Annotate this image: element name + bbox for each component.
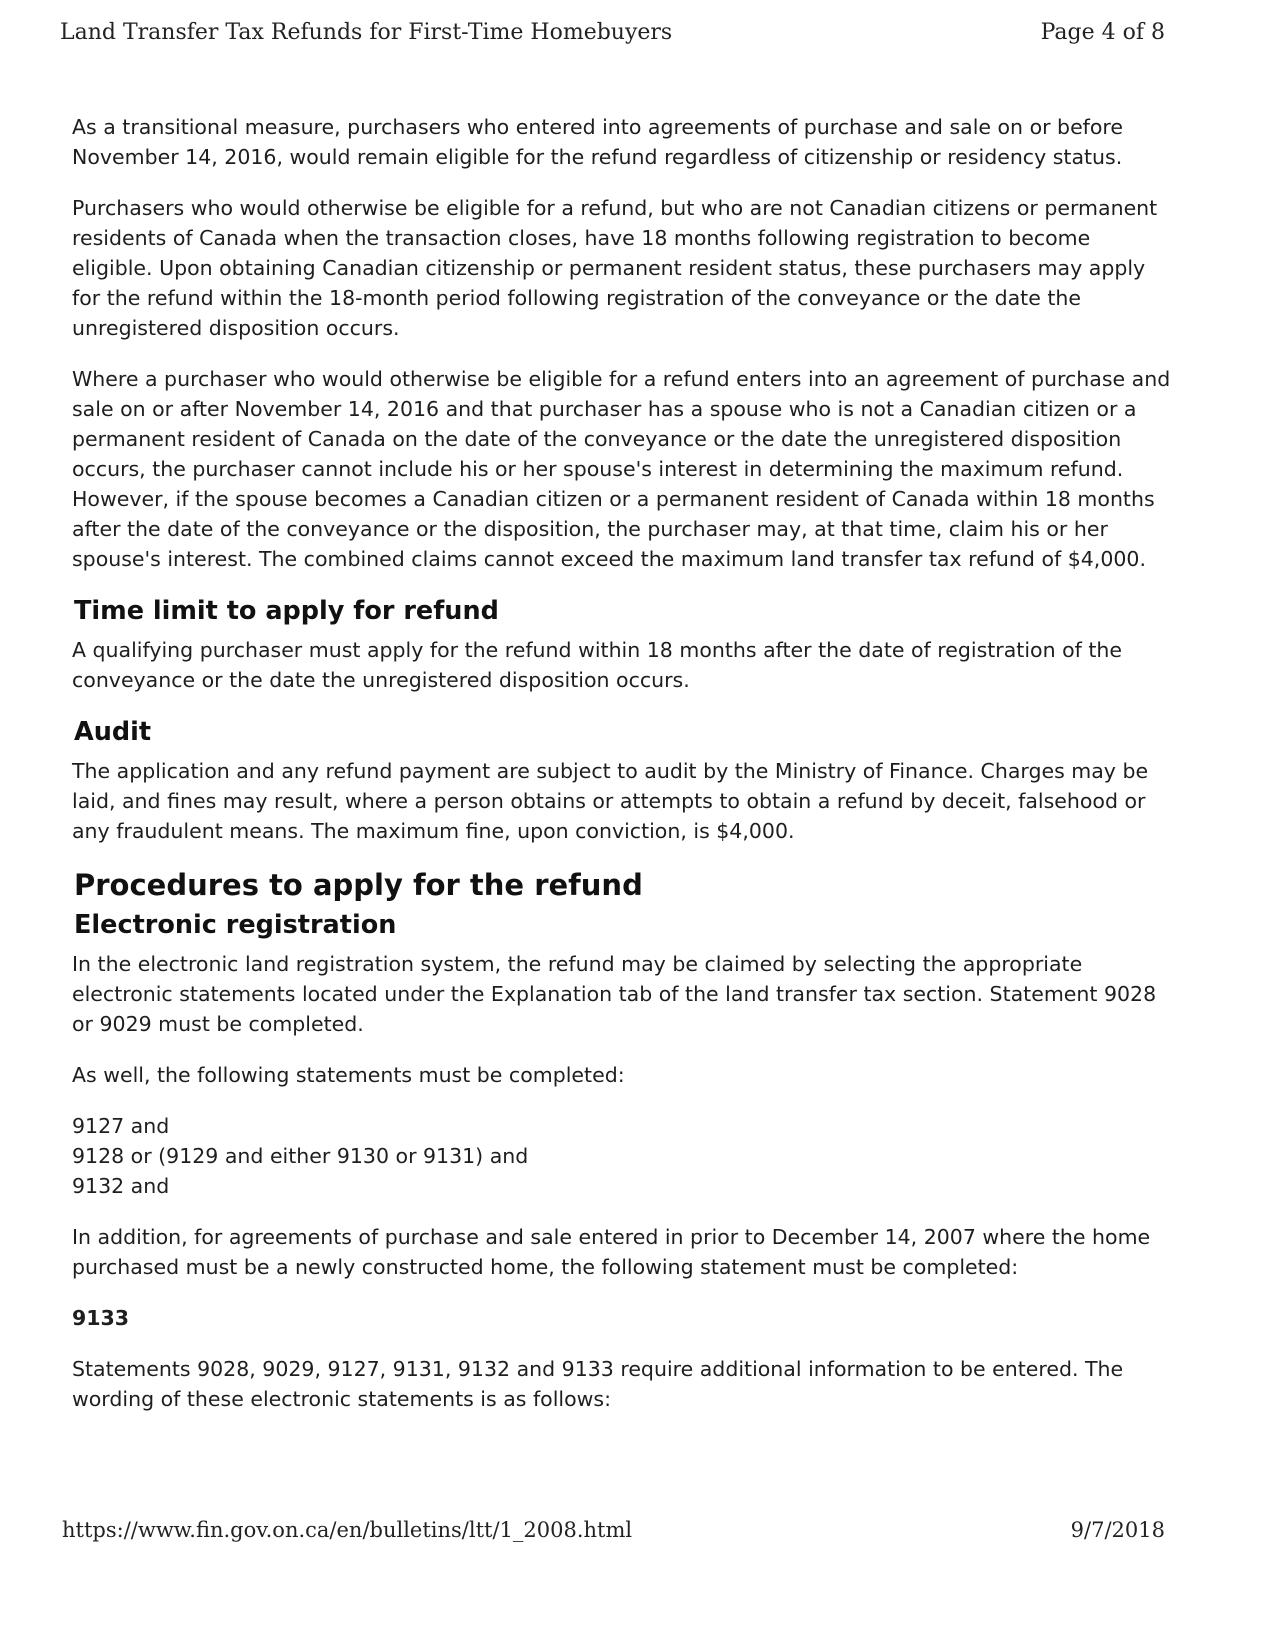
statement-code-line: 9127 and [72, 1114, 170, 1138]
statement-codes-list [72, 1111, 1172, 1201]
paragraph-addition: In addition, for agreements of purchase and sale entered in prior to December 14, 2007 where the home purchased must be a newly constructed home, the following statement must be completed: [72, 1225, 1151, 1279]
heading-audit: Audit [74, 717, 152, 747]
statement-code-line: 9132 and [72, 1174, 170, 1198]
statement-code-9133: 9133 [72, 1306, 130, 1330]
paragraph-as-well: As well, the following statements must be completed: [72, 1063, 625, 1087]
heading-time-limit: Time limit to apply for refund [74, 596, 499, 626]
heading-procedures: Procedures to apply for the refund [74, 868, 643, 902]
paragraph-spouse: Where a purchaser who would otherwise be eligible for a refund enters into an agreement of purchase and sale on or after November 14, 2016 and that purchaser has a spouse who is not a Canadian citizen or a permanent resident of Canada on the date of the conveyance or the date the unregistered disposition occurs, the purchaser cannot include his or her spouse's interest in determining the maximum refund. However, if the spouse becomes a Canadian citizen or a permanent resident of Canada within 18 months after the date of the conveyance or the disposition, the purchaser may, at that time, claim his or her spouse's interest. The combined claims cannot exceed the maximum land transfer tax refund of $4,000. [72, 367, 1171, 571]
footer-date: 9/7/2018 [1070, 1518, 1165, 1542]
footer-url: https://www.fin.gov.on.ca/en/bulletins/ltt/1_2008.html [62, 1518, 633, 1542]
page-number: Page 4 of 8 [1040, 20, 1165, 45]
paragraph-statements: Statements 9028, 9029, 9127, 9131, 9132 and 9133 require additional information to be entered. The wording of these electronic statements is as follows: [72, 1357, 1124, 1411]
document-body [72, 112, 1172, 1435]
paragraph-transitional: As a transitional measure, purchasers who entered into agreements of purchase and sale on or before November 14, 2016, would remain eligible for the refund regardless of citizenship or residency status. [72, 115, 1124, 169]
page-header-title: Land Transfer Tax Refunds for First-Time Homebuyers [60, 20, 673, 45]
paragraph-time-limit: A qualifying purchaser must apply for the refund within 18 months after the date of registration of the conveyance or the date the unregistered disposition occurs. [72, 638, 1122, 692]
paragraph-audit: The application and any refund payment are subject to audit by the Ministry of Finance. Charges may be laid, and fines may result, where a person obtains or attempts to obtain a refund by deceit, falsehood or any fraudulent means. The maximum fine, upon conviction, is $4,000. [72, 759, 1149, 843]
heading-electronic-registration: Electronic registration [74, 910, 397, 940]
paragraph-non-citizens: Purchasers who would otherwise be eligible for a refund, but who are not Canadian citizens or permanent residents of Canada when the transaction closes, have 18 months following registration to become eligible. Upon obtaining Canadian citizenship or permanent resident status, these purchasers may apply for the refund within the 18-month period following registration of the conveyance or the date the unregistered disposition occurs. [72, 196, 1158, 340]
paragraph-electronic: In the electronic land registration system, the refund may be claimed by selecting the appropriate electronic statements located under the Explanation tab of the land transfer tax section. Statement 9028 or 9029 must be completed. [72, 952, 1157, 1036]
statement-code-line: 9128 or (9129 and either 9130 or 9131) and [72, 1144, 529, 1168]
